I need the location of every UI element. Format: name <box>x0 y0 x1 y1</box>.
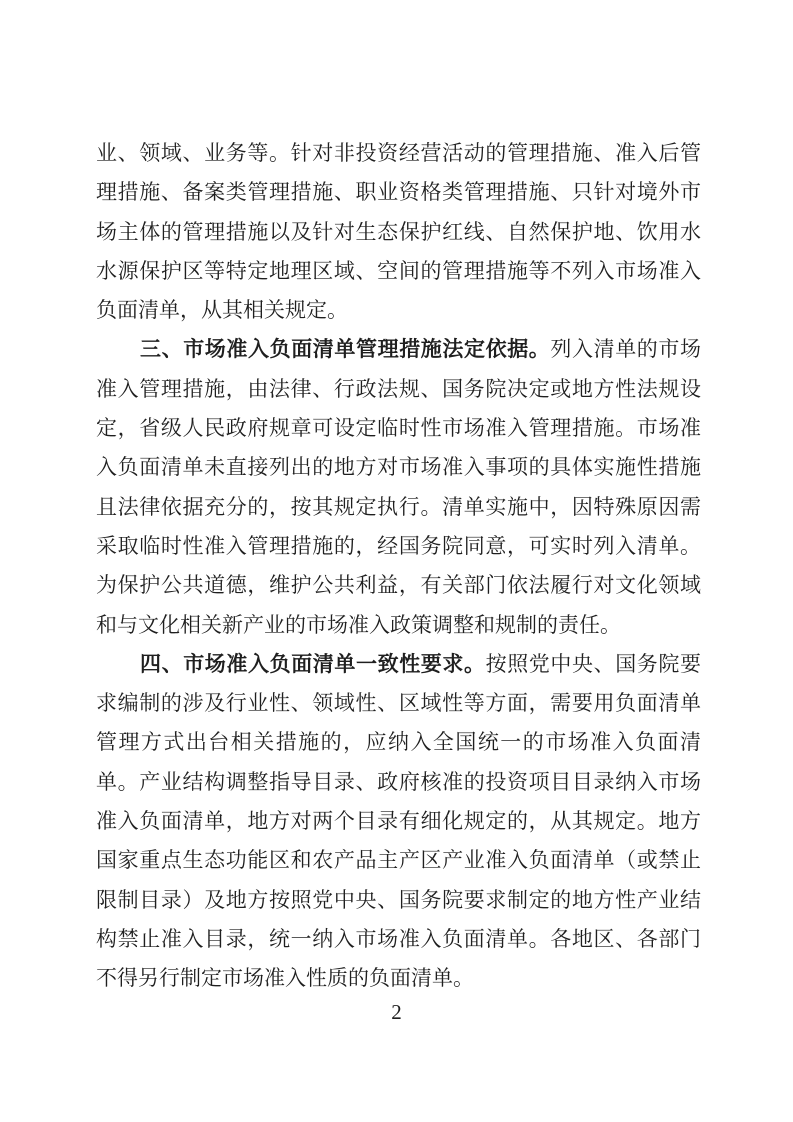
paragraph <box>96 330 701 644</box>
paragraph <box>96 645 701 999</box>
section-heading: 三、市场准入负面清单管理措施法定依据。 <box>140 338 551 362</box>
section-heading: 四、市场准入负面清单一致性要求。 <box>140 652 486 676</box>
document-body <box>96 134 701 999</box>
paragraph <box>96 134 701 330</box>
page-number: 2 <box>391 1000 402 1024</box>
paragraph-text: 业、领域、业务等。针对非投资经营活动的管理措施、准入后管理措施、备案类管理措施、职业资格类管理措施、只针对境外市场主体的管理措施以及针对生态保护红线、自然保护地、饮用水水源保护区等特定地理区域、空间的管理措施等不列入市场准入负面清单，从其相关规定。 <box>96 141 701 323</box>
paragraph-text: 按照党中央、国务院要求编制的涉及行业性、领域性、区域性等方面，需要用负面清单管理方式出台相关措施的，应纳入全国统一的市场准入负面清单。产业结构调整指导目录、政府核准的投资项目目录纳入市场准入负面清单，地方对两个目录有细化规定的，从其规定。地方国家重点生态功能区和农产品主产区产业准入负面清单（或禁止限制目录）及地方按照党中央、国务院要求制定的地方性产业结构禁止准入目录，统一纳入市场准入负面清单。各地区、各部门不得另行制定市场准入性质的负面清单。 <box>96 651 702 991</box>
paragraph-text: 列入清单的市场准入管理措施，由法律、行政法规、国务院决定或地方性法规设定，省级人民政府规章可设定临时性市场准入管理措施。市场准入负面清单未直接列出的地方对市场准入事项的具体实施性措施且法律依据充分的，按其规定执行。清单实施中，因特殊原因需采取临时性准入管理措施的，经国务院同意，可实时列入清单。为保护公共道德，维护公共利益，有关部门依法履行对文化领域和与文化相关新产业的市场准入政策调整和规制的责任。 <box>96 337 702 637</box>
